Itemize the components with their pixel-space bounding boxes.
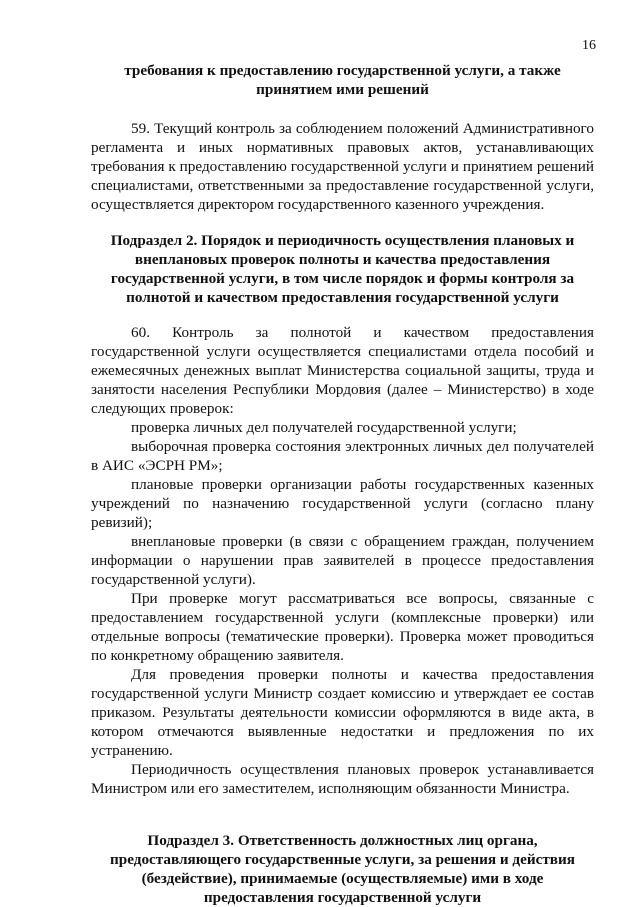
- list-item: проверка личных дел получателей государственной услуги;: [131, 419, 517, 436]
- list-item: внеплановые проверки (в связи с обращением граждан, получением информации о нарушении прав заявителей в процессе предоставления государственной услуги).: [91, 533, 594, 588]
- paragraph-scope: При проверке могут рассматриваться все вопросы, связанные с предоставлением государственной услуги (комплексные проверки) или отдельные вопросы (тематические проверки). Проверка может проводиться по конкретному обращению заявителя.: [91, 590, 594, 664]
- list-item: выборочная проверка состояния электронных личных дел получателей в АИС «ЭСРН РМ»;: [91, 438, 594, 474]
- paragraph-commission: Для проведения проверки полноты и качества предоставления государственной услуги Министр создает комиссию и утверждает ее состав приказом. Результаты деятельности комиссии оформляются в виде акта, в котором отмечаются выявленные недостатки и предложения по их устранению.: [91, 666, 594, 759]
- page-number: 16: [582, 38, 596, 53]
- list-item: плановые проверки организации работы государственных казенных учреждений по назначению государственной услуги (согласно плану ревизий);: [91, 476, 594, 531]
- subsection-3-title: Подраздел 3. Ответственность должностных лиц органа, предоставляющего государственные услуги, за решения и действия (бездействие), принимаемые (осуществляемые) ими в ходе предоставления государственной услуги: [110, 832, 575, 906]
- subsection-2-title: Подраздел 2. Порядок и периодичность осуществления плановых и внеплановых проверок полноты и качества предоставления государственной услуги, в том числе порядок и формы контроля за полнотой и качеством предоставления государственной услуги: [110, 232, 575, 306]
- paragraph-60: 60. Контроль за полнотой и качеством предоставления государственной услуги осуществляется специалистами отдела пособий и ежемесячных денежных выплат Министерства социальной защиты, труда и занятости населения Республики Мордовия (далее – Министерство) в ходе следующих проверок:: [91, 324, 594, 417]
- checks-list: [91, 418, 594, 589]
- section-heading: требования к предоставлению государственной услуги, а также принятием ими решений: [124, 62, 561, 98]
- paragraph-59: 59. Текущий контроль за соблюдением положений Административного регламента и иных нормативных правовых актов, устанавливающих требования к предоставлению государственной услуги и принятием решений специалистами, ответственными за предоставление государственной услуги, осуществляется директором государственного казенного учреждения.: [91, 120, 594, 213]
- document-body: [91, 58, 594, 907]
- paragraph-periodicity: Периодичность осуществления плановых проверок устанавливается Министром или его заместителем, исполняющим обязанности Министра.: [91, 761, 594, 797]
